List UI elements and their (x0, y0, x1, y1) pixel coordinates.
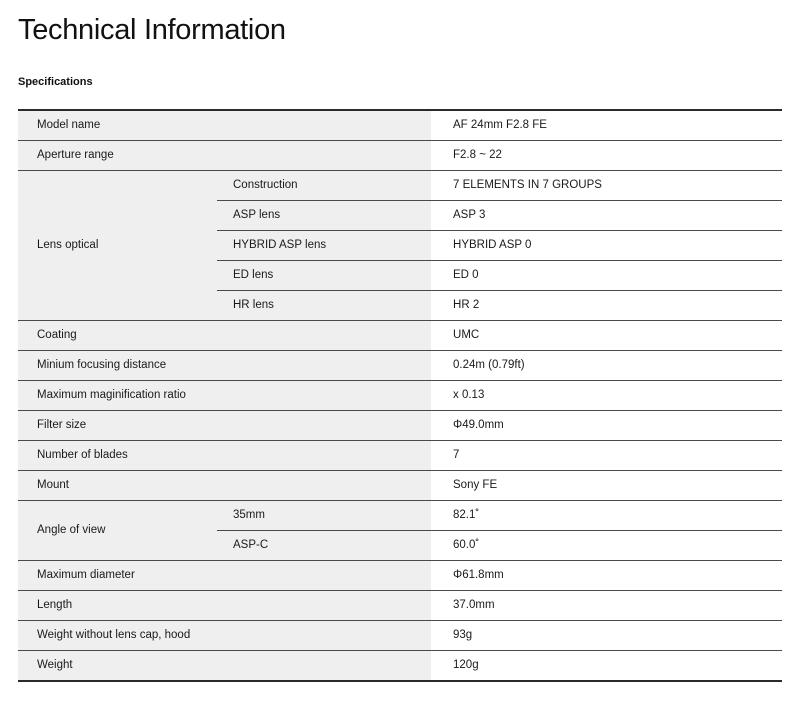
section-title: Specifications (18, 76, 93, 88)
spec-label: Coating (18, 321, 431, 351)
spec-value: UMC (431, 321, 782, 351)
spec-row-coating (18, 321, 782, 351)
spec-label: Minium focusing distance (18, 351, 431, 381)
spec-sublabel: Construction (217, 171, 431, 201)
spec-row-filter-size (18, 411, 782, 441)
spec-row-aperture-range (18, 141, 782, 171)
spec-row-max-magnification (18, 381, 782, 411)
spec-row-lens-optical-construction (18, 171, 782, 201)
spec-value: F2.8 ~ 22 (431, 141, 782, 171)
spec-value: HR 2 (431, 291, 782, 321)
spec-value: ED 0 (431, 261, 782, 291)
spec-value: 93g (431, 621, 782, 651)
spec-row-mount (18, 471, 782, 501)
spec-value: 82.1˚ (431, 501, 782, 531)
spec-label: Weight (18, 651, 431, 682)
spec-sublabel: 35mm (217, 501, 431, 531)
spec-group-label: Angle of view (18, 501, 217, 561)
spec-row-blades (18, 441, 782, 471)
spec-label: Model name (18, 110, 431, 141)
spec-value: ASP 3 (431, 201, 782, 231)
spec-label: Maximum diameter (18, 561, 431, 591)
spec-value: HYBRID ASP 0 (431, 231, 782, 261)
spec-value: 0.24m (0.79ft) (431, 351, 782, 381)
spec-value: 7 (431, 441, 782, 471)
spec-sublabel: ASP-C (217, 531, 431, 561)
spec-group-label: Lens optical (18, 171, 217, 321)
spec-row-weight-no-cap (18, 621, 782, 651)
spec-row-model-name (18, 110, 782, 141)
spec-value: 7 ELEMENTS IN 7 GROUPS (431, 171, 782, 201)
specifications-table (18, 109, 782, 682)
spec-value: Sony FE (431, 471, 782, 501)
spec-value: AF 24mm F2.8 FE (431, 110, 782, 141)
spec-label: Length (18, 591, 431, 621)
spec-row-weight (18, 651, 782, 682)
spec-label: Maximum maginification ratio (18, 381, 431, 411)
spec-label: Weight without lens cap, hood (18, 621, 431, 651)
spec-value: Φ49.0mm (431, 411, 782, 441)
spec-label: Number of blades (18, 441, 431, 471)
spec-value: x 0.13 (431, 381, 782, 411)
spec-sublabel: HYBRID ASP lens (217, 231, 431, 261)
spec-value: 120g (431, 651, 782, 682)
spec-label: Mount (18, 471, 431, 501)
spec-sublabel: ED lens (217, 261, 431, 291)
page-title: Technical Information (18, 14, 286, 46)
spec-label: Aperture range (18, 141, 431, 171)
spec-row-min-focus (18, 351, 782, 381)
spec-row-angle-35mm (18, 501, 782, 531)
spec-sublabel: ASP lens (217, 201, 431, 231)
spec-row-length (18, 591, 782, 621)
spec-value: 60.0˚ (431, 531, 782, 561)
spec-label: Filter size (18, 411, 431, 441)
spec-row-max-diameter (18, 561, 782, 591)
spec-sublabel: HR lens (217, 291, 431, 321)
spec-value: Φ61.8mm (431, 561, 782, 591)
spec-value: 37.0mm (431, 591, 782, 621)
